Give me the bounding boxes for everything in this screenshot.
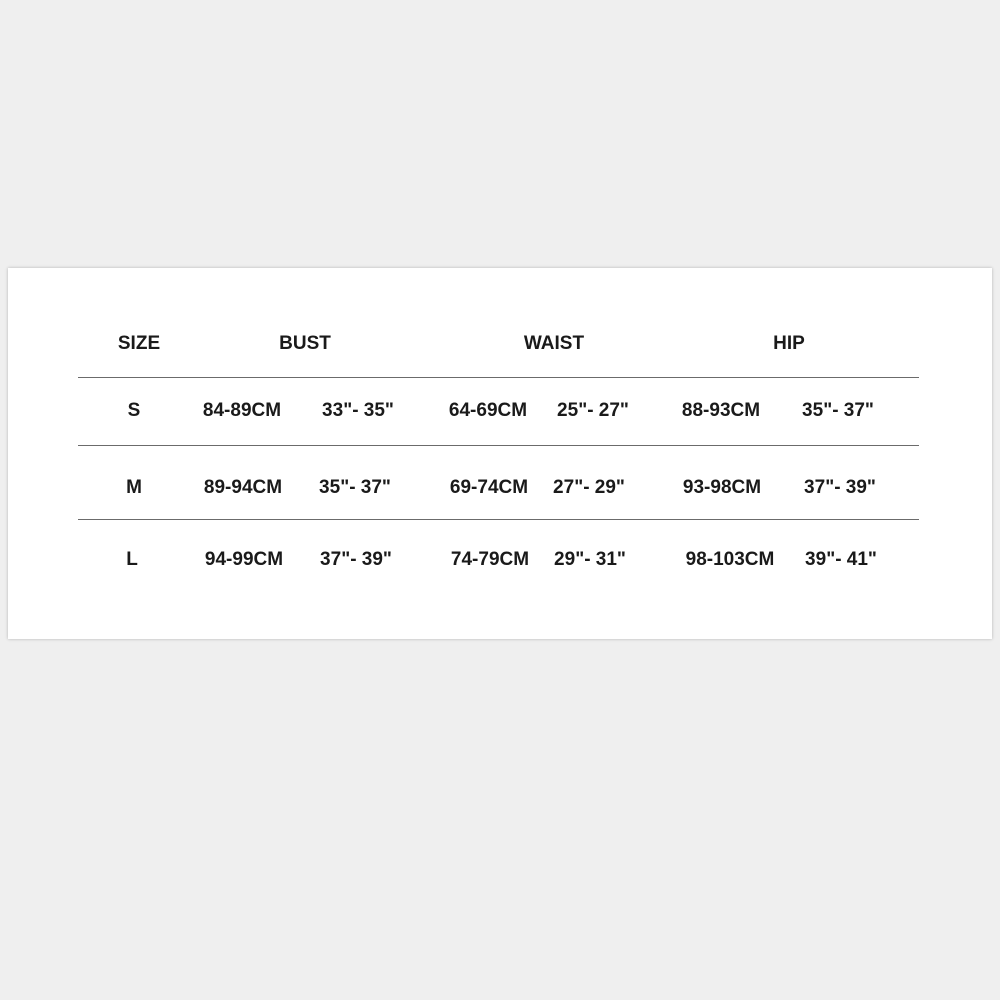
size-chart-card (8, 268, 992, 639)
hip-inches: 37"- 39" (804, 477, 876, 498)
size-label: M (126, 477, 142, 498)
hip-inches: 35"- 37" (802, 400, 874, 421)
bust-inches: 33"- 35" (322, 400, 394, 421)
waist-cm: 74-79CM (450, 549, 530, 570)
row-divider (78, 519, 919, 520)
hip-cm: 98-103CM (685, 549, 775, 570)
bust-inches: 37"- 39" (320, 549, 392, 570)
hip-inches: 39"- 41" (805, 549, 877, 570)
size-label: L (126, 549, 138, 570)
waist-inches: 25"- 27" (557, 400, 629, 421)
header-bust: BUST (279, 333, 331, 354)
header-divider (78, 377, 919, 378)
size-label: S (127, 400, 141, 421)
bust-cm: 94-99CM (204, 549, 284, 570)
waist-cm: 64-69CM (448, 400, 528, 421)
hip-cm: 88-93CM (681, 400, 761, 421)
waist-cm: 69-74CM (449, 477, 529, 498)
row-divider (78, 445, 919, 446)
header-hip: HIP (773, 333, 805, 354)
header-waist: WAIST (523, 333, 585, 354)
hip-cm: 93-98CM (682, 477, 762, 498)
waist-inches: 29"- 31" (554, 549, 626, 570)
waist-inches: 27"- 29" (553, 477, 625, 498)
header-size: SIZE (117, 333, 161, 354)
bust-inches: 35"- 37" (319, 477, 391, 498)
bust-cm: 89-94CM (203, 477, 283, 498)
bust-cm: 84-89CM (202, 400, 282, 421)
